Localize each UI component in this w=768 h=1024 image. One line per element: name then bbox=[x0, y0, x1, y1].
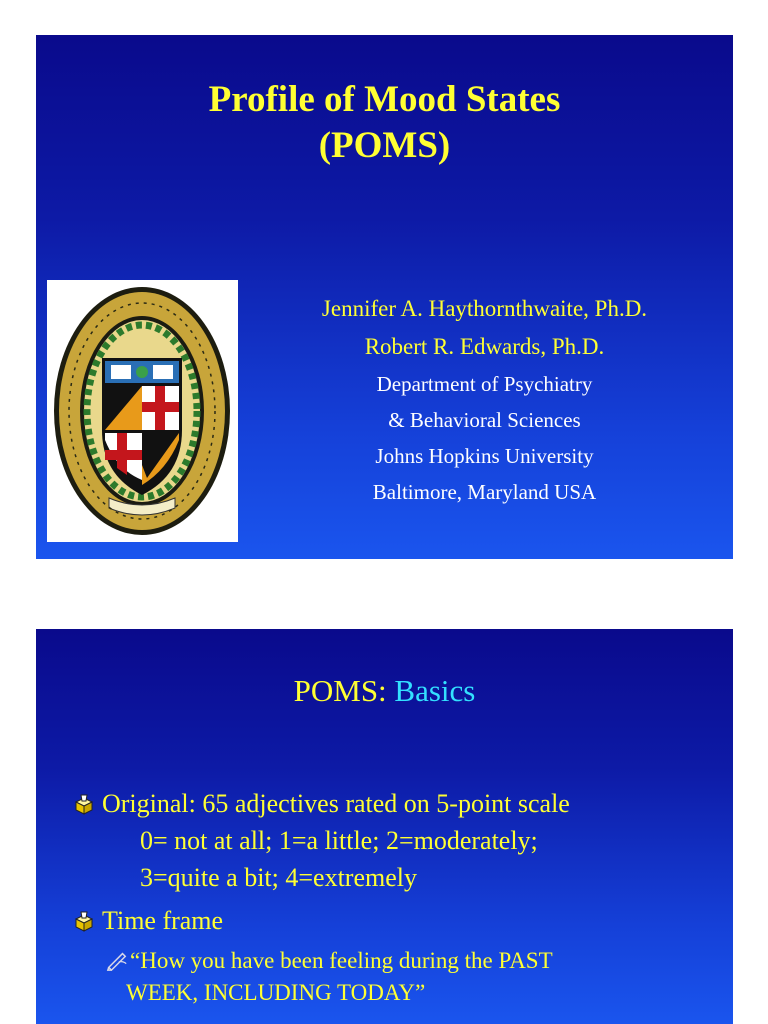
affiliation-line: Johns Hopkins University bbox=[375, 444, 594, 468]
title-line-1: Profile of Mood States bbox=[208, 79, 561, 120]
bullet-subline: 3=quite a bit; 4=extremely bbox=[140, 863, 417, 892]
affiliation-line: Department of Psychiatry bbox=[376, 372, 593, 396]
bullet-text: “How you have been feeling during the PAST bbox=[130, 948, 553, 973]
bullet-subline: 0= not at all; 1=a little; 2=moderately; bbox=[140, 826, 538, 855]
slide-basics-heading bbox=[36, 673, 733, 709]
affiliation-line: & Behavioral Sciences bbox=[388, 408, 581, 432]
author-name: Robert R. Edwards, Ph.D. bbox=[364, 334, 605, 359]
title-prefix: POMS: bbox=[293, 673, 387, 708]
writing-hand-icon bbox=[106, 949, 128, 971]
bullet-list bbox=[72, 785, 723, 1009]
slide-basics bbox=[36, 629, 733, 1024]
bullet-item bbox=[72, 902, 723, 939]
slide-title-heading bbox=[36, 77, 733, 169]
bullet-item bbox=[72, 785, 723, 896]
bullet-subline: WEEK, INCLUDING TODAY” bbox=[126, 980, 426, 1005]
title-accent: Basics bbox=[394, 673, 476, 708]
affiliation-line: Baltimore, Maryland USA bbox=[372, 480, 597, 504]
ballot-box-bullet-icon bbox=[72, 909, 96, 933]
author-block bbox=[236, 290, 733, 510]
university-seal-icon bbox=[47, 280, 238, 542]
title-line-2: (POMS) bbox=[318, 125, 451, 166]
sub-bullet-item bbox=[72, 945, 723, 1009]
bullet-text: Original: 65 adjectives rated on 5-point scale bbox=[102, 789, 570, 818]
ballot-box-bullet-icon bbox=[72, 792, 96, 816]
slide-title bbox=[36, 35, 733, 559]
bullet-text: Time frame bbox=[102, 906, 224, 935]
author-name: Jennifer A. Haythornthwaite, Ph.D. bbox=[321, 296, 648, 321]
